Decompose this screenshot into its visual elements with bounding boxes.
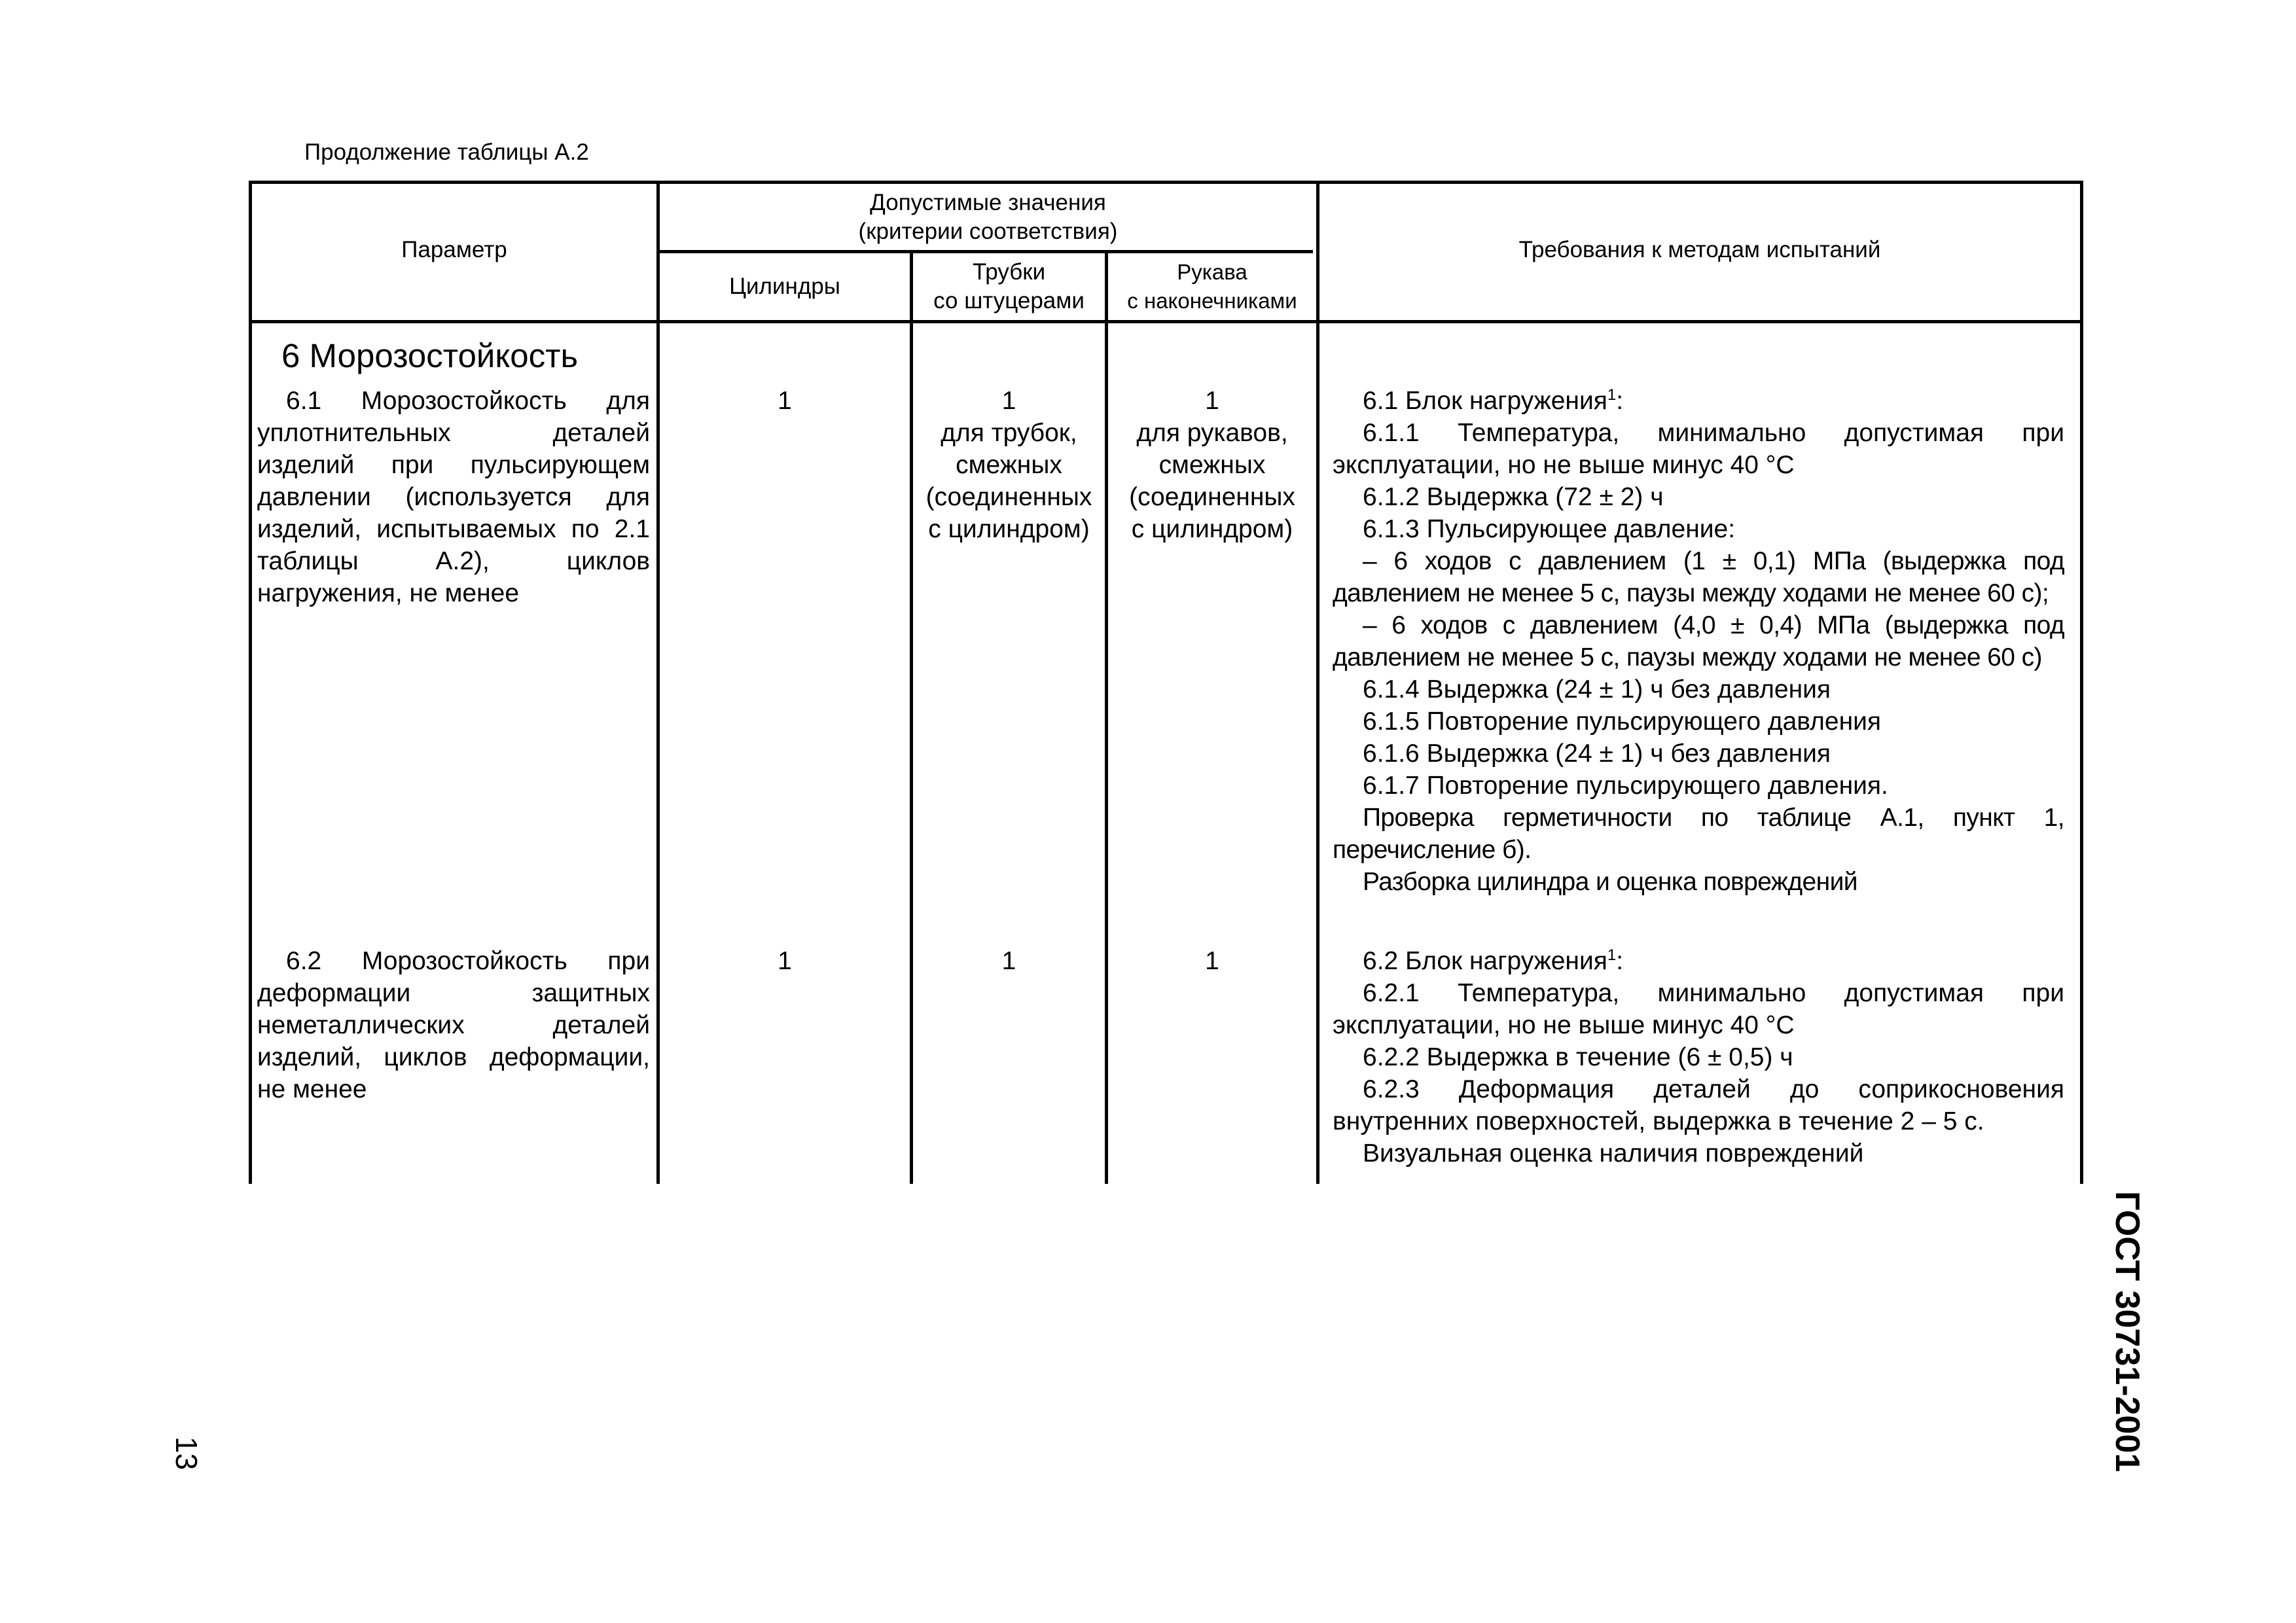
page-number: 13 [170, 1436, 204, 1471]
row2-cylinders: 1 [778, 947, 792, 975]
row1-req-10: 6.1.7 Повторение пульсирующего давления. [1363, 772, 1888, 800]
allowed-subheader-border [658, 250, 1313, 253]
row1-tubes-note-3: (соединенных [925, 483, 1092, 511]
row1-hoses-value: 1 [1205, 387, 1219, 415]
row1-req-7: 6.1.4 Выдержка (24 ± 1) ч без давления [1363, 675, 1831, 704]
row1-req-9: 6.1.6 Выдержка (24 ± 1) ч без давления [1363, 740, 1831, 768]
hoses-column-border [1316, 181, 1319, 1184]
header-hoses-line2: с наконечниками [1127, 289, 1297, 313]
section-title: 6 Морозостойкость [281, 337, 579, 374]
row2-hoses: 1 [1205, 947, 1219, 975]
row1-req-4: 6.1.3 Пульсирующее давление: [1363, 515, 1736, 543]
row2-req-4: 6.2.3 Деформация деталей до соприкосновения внутренних поверхностей, выдержка в течение 2 – 5 с. [1333, 1075, 2064, 1135]
row2-requirements [1333, 945, 2064, 1169]
header-allowed-values [660, 188, 1316, 246]
header-parameter: Параметр [401, 237, 507, 262]
row1-hoses-note-4: с цилиндром) [1131, 515, 1293, 543]
row1-req-1: 6.1 Блок нагружения$^1$: [1363, 386, 1624, 415]
header-cylinders: Цилиндры [729, 274, 840, 299]
row1-hoses [1108, 385, 1316, 545]
row1-req-8: 6.1.5 Повторение пульсирующего давления [1363, 707, 1882, 736]
header-bottom-border [249, 320, 2083, 323]
header-hoses [1108, 258, 1316, 315]
row1-req-11: Проверка герметичности по таблице А.1, пункт 1, перечисление б). [1333, 804, 2064, 864]
table-left-border [249, 181, 252, 1184]
row1-hoses-note-1: для рукавов, [1136, 419, 1288, 447]
row1-tubes-note-4: с цилиндром) [928, 515, 1090, 543]
row1-tubes-note-1: для трубок, [941, 419, 1077, 447]
row1-tubes [913, 385, 1105, 545]
row1-tubes-note-2: смежных [956, 451, 1062, 479]
parameter-column-border [656, 181, 660, 1184]
table-top-border [249, 181, 2083, 184]
row1-parameter: 6.1 Морозостойкость для уплотнительных деталей изделий при пульсирующем давлении (используется для изделий, испытываемых по 2.1 таблицы А.2), циклов нагружения, не менее [257, 387, 650, 607]
table-right-border [2080, 181, 2083, 1184]
row1-tubes-value: 1 [1001, 387, 1016, 415]
row2-req-3: 6.2.2 Выдержка в течение (6 ± 0,5) ч [1363, 1043, 1793, 1071]
header-tubes-line1: Трубки [972, 259, 1046, 285]
table-caption: Продолжение таблицы А.2 [304, 139, 589, 165]
row1-hoses-note-2: смежных [1158, 451, 1266, 479]
row1-req-2: 6.1.1 Температура, минимально допустимая при эксплуатации, но не выше минус 40 °С [1333, 419, 2064, 479]
row1-requirements [1333, 385, 2064, 898]
row2-tubes: 1 [1001, 947, 1016, 975]
header-allowed-line2: (критерии соответствия) [858, 219, 1118, 244]
row2-req-5: Визуальная оценка наличия повреждений [1363, 1139, 1864, 1168]
row1-cylinders: 1 [778, 387, 792, 415]
row1-req-6: – 6 ходов с давлением (4,0 ± 0,4) МПа (выдержка под давлением не менее 5 с, паузы между ходами не менее 60 с) [1333, 611, 2064, 671]
row1-req-3: 6.1.2 Выдержка (72 ± 2) ч [1363, 483, 1664, 511]
row2-req-2: 6.2.1 Температура, минимально допустимая при эксплуатации, но не выше минус 40 °С [1333, 979, 2064, 1039]
row1-req-5: – 6 ходов с давлением (1 ± 0,1) МПа (выдержка под давлением не менее 5 с, паузы между ходами не менее 60 с); [1333, 547, 2064, 607]
row2-req-1: 6.2 Блок нагружения$^1$: [1363, 946, 1624, 975]
header-tubes [913, 258, 1105, 315]
row1-hoses-note-3: (соединенных [1129, 483, 1295, 511]
header-allowed-line1: Допустимые значения [870, 190, 1106, 215]
row1-req-12: Разборка цилиндра и оценка повреждений [1363, 868, 1857, 896]
header-hoses-line1: Рукава [1177, 260, 1247, 284]
standard-designation: ГОСТ 30731-2001 [2108, 1191, 2146, 1472]
header-tubes-line2: со штуцерами [933, 288, 1085, 313]
header-methods: Требования к методам испытаний [1518, 237, 1881, 262]
requirements-table [249, 181, 2083, 1184]
row2-parameter: 6.2 Морозостойкость при деформации защитных неметаллических деталей изделий, циклов деформации, не менее [257, 947, 650, 1103]
